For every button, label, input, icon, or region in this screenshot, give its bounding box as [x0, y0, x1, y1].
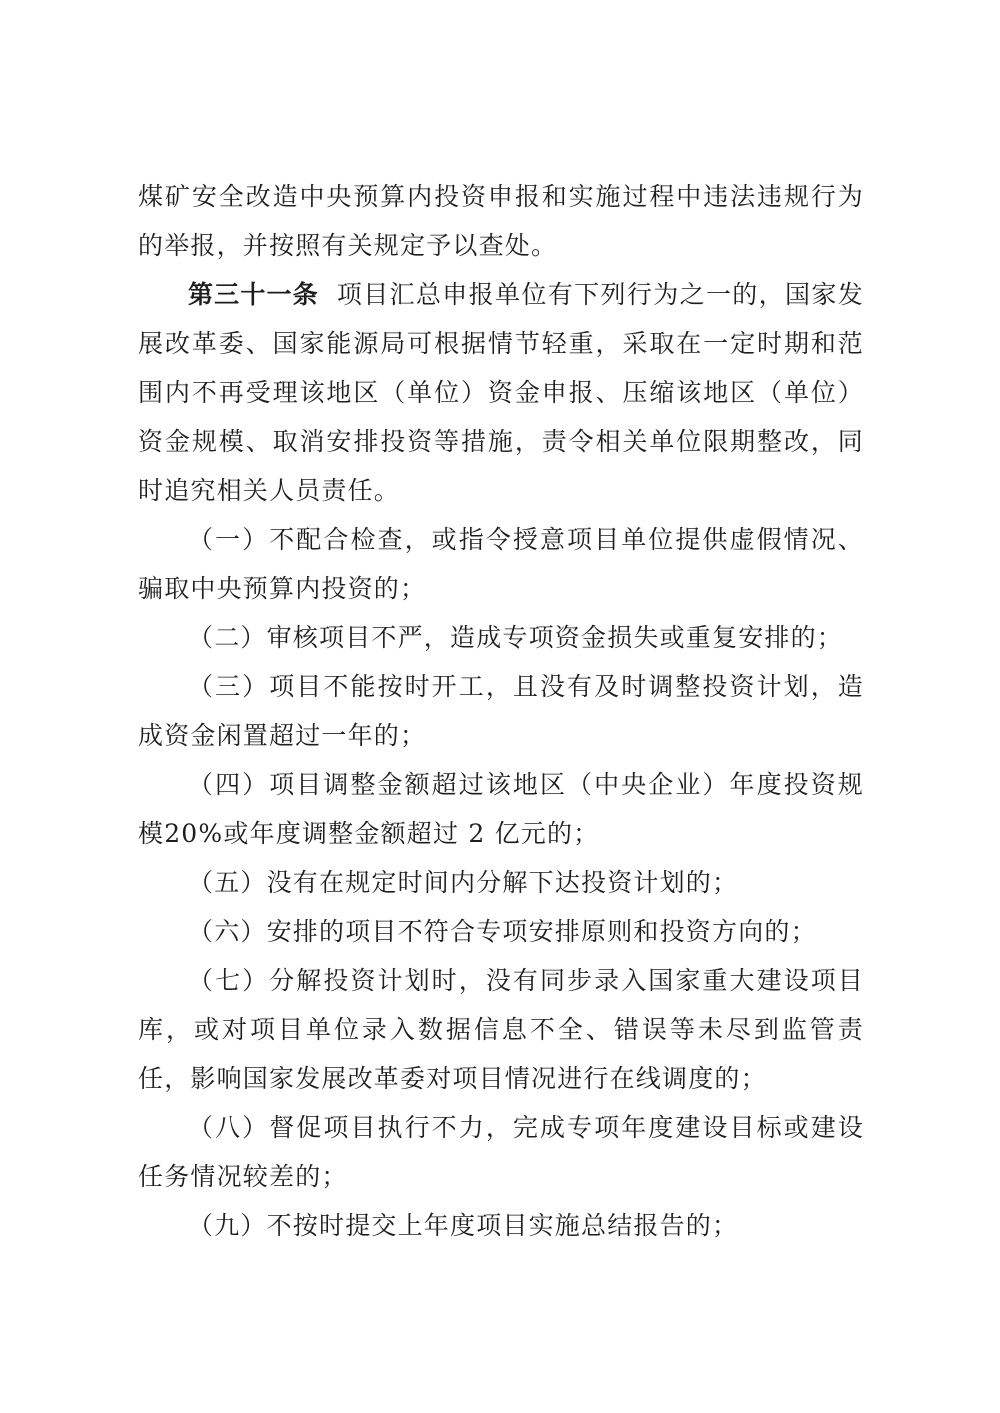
list-item: （八）督促项目执行不力，完成专项年度建设目标或建设任务情况较差的； — [138, 1113, 864, 1191]
list-item: （九）不按时提交上年度项目实施总结报告的； — [188, 1211, 739, 1240]
list-item: （二）审核项目不严，造成专项资金损失或重复安排的； — [188, 623, 844, 652]
article-text: 项目汇总申报单位有下列行为之一的，国家发展改革委、国家能源局可根据情节轻重，采取在一定时期和范围内不再受理该地区（单位）资金申报、压缩该地区（单位）资金规模、取消安排投资等措施，责令相关单位限期整改，同时追究相关人员责任。 — [138, 280, 864, 505]
list-item: （六）安排的项目不符合专项安排原则和投资方向的； — [188, 917, 817, 946]
continuation-paragraph: 煤矿安全改造中央预算内投资申报和实施过程中违法违规行为的举报，并按照有关规定予以查处。 — [138, 182, 864, 260]
list-item: （四）项目调整金额超过该地区（中央企业）年度投资规模20%或年度调整金额超过 2 亿元的； — [138, 770, 864, 848]
list-item: （一）不配合检查，或指令授意项目单位提供虚假情况、骗取中央预算内投资的； — [138, 525, 864, 603]
list-item: （三）项目不能按时开工，且没有及时调整投资计划，造成资金闲置超过一年的； — [138, 672, 864, 750]
article-heading: 第三十一条 — [188, 280, 319, 309]
list-item: （七）分解投资计划时，没有同步录入国家重大建设项目库，或对项目单位录入数据信息不全、错误等未尽到监管责任，影响国家发展改革委对项目情况进行在线调度的； — [138, 966, 864, 1093]
document-body — [138, 172, 864, 1250]
list-item: （五）没有在规定时间内分解下达投资计划的； — [188, 868, 739, 897]
article-31-paragraph — [138, 270, 864, 515]
